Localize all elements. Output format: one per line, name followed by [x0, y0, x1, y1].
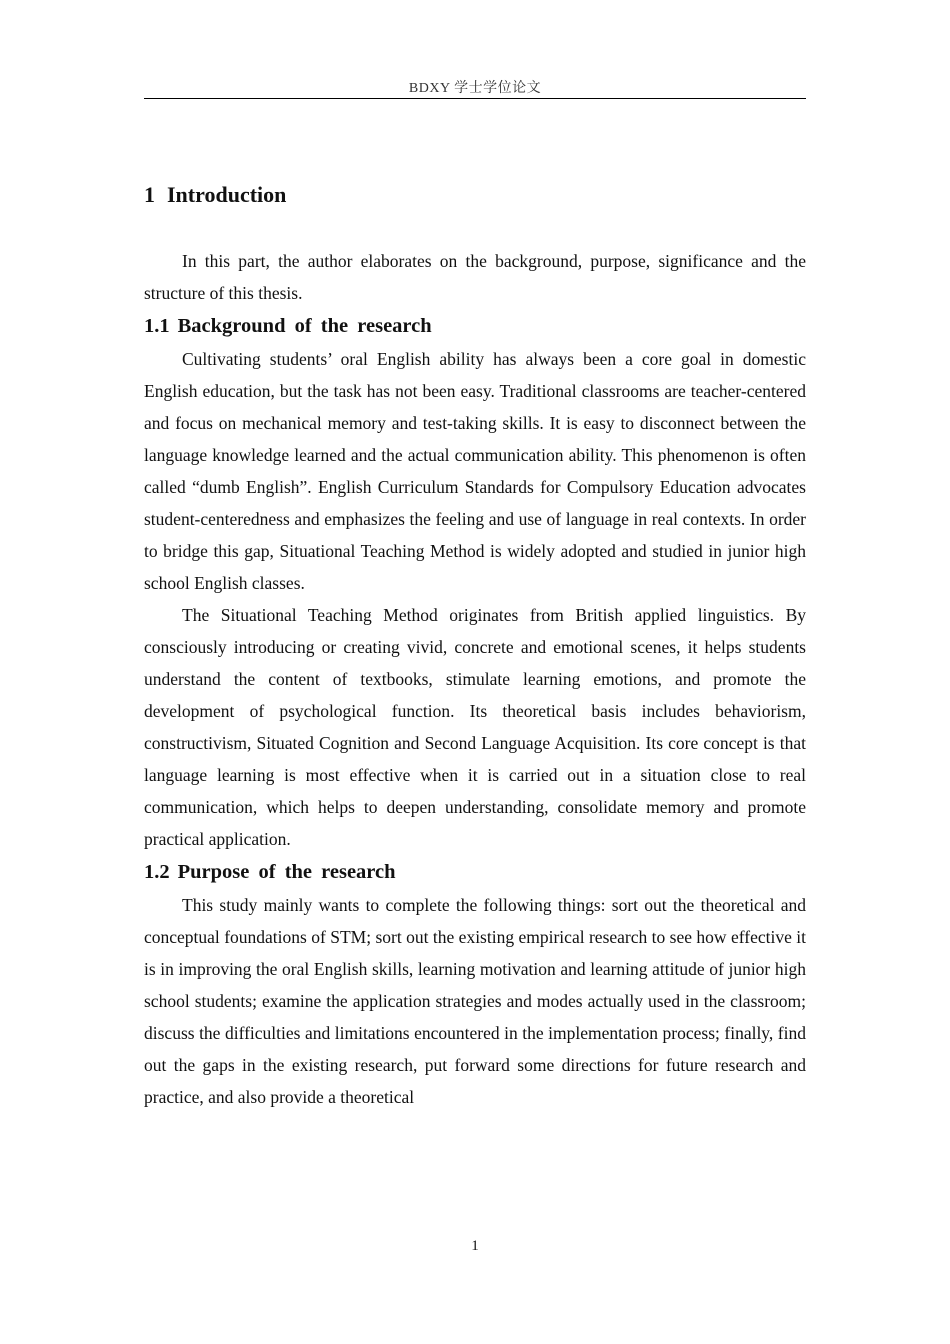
page-content — [144, 178, 806, 1113]
chapter-number: 1 — [144, 182, 155, 207]
chapter-title-text: Introduction — [167, 182, 287, 207]
section-number: 1.1 — [144, 315, 170, 337]
section-number: 1.2 — [144, 861, 170, 883]
header-rule — [144, 98, 806, 99]
section-title-text: Background of the research — [177, 315, 432, 337]
section-heading-purpose — [144, 855, 806, 889]
section-heading-background — [144, 309, 806, 343]
section-title-text: Purpose of the research — [177, 861, 396, 883]
background-paragraph-1: Cultivating students’ oral English ability has always been a core goal in domestic English education, but the task has not been easy. Traditional classrooms are teacher-centered and focus on mechanical memory and test-taking skills. It is easy to disconnect between the language knowledge learned and the actual communication ability. This phenomenon is often called “dumb English”. English Curriculum Standards for Compulsory Education advocates student-centeredness and emphasizes the feeling and use of language in real contexts. In order to bridge this gap, Situational Teaching Method is widely adopted and studied in junior high school English classes. — [144, 349, 806, 593]
background-paragraph-2: The Situational Teaching Method originates from British applied linguistics. By consciously introducing or creating vivid, concrete and emotional scenes, it helps students understand the content of textbooks, stimulate learning emotions, and promote the development of psychological function. Its theoretical basis includes behaviorism, constructivism, Situated Cognition and Second Language Acquisition. Its core concept is that language learning is most effective when it is carried out in a situation close to real communication, which helps to deepen understanding, consolidate memory and promote practical application. — [144, 605, 806, 849]
chapter-intro-paragraph: In this part, the author elaborates on the background, purpose, significance and the structure of this thesis. — [144, 251, 806, 303]
purpose-paragraph-1: This study mainly wants to complete the following things: sort out the theoretical and conceptual foundations of STM; sort out the existing empirical research to see how effective it is in improving the oral English skills, learning motivation and learning attitude of junior high school students; examine the application strategies and modes actually used in the classroom; discuss the difficulties and limitations encountered in the implementation process; finally, find out the gaps in the existing research, put forward some directions for future research and practice, and also provide a theoretical — [144, 895, 806, 1107]
page-number: 1 — [471, 1238, 479, 1254]
chapter-title — [144, 178, 806, 212]
running-header: BDXY 学士学位论文 — [408, 81, 542, 96]
